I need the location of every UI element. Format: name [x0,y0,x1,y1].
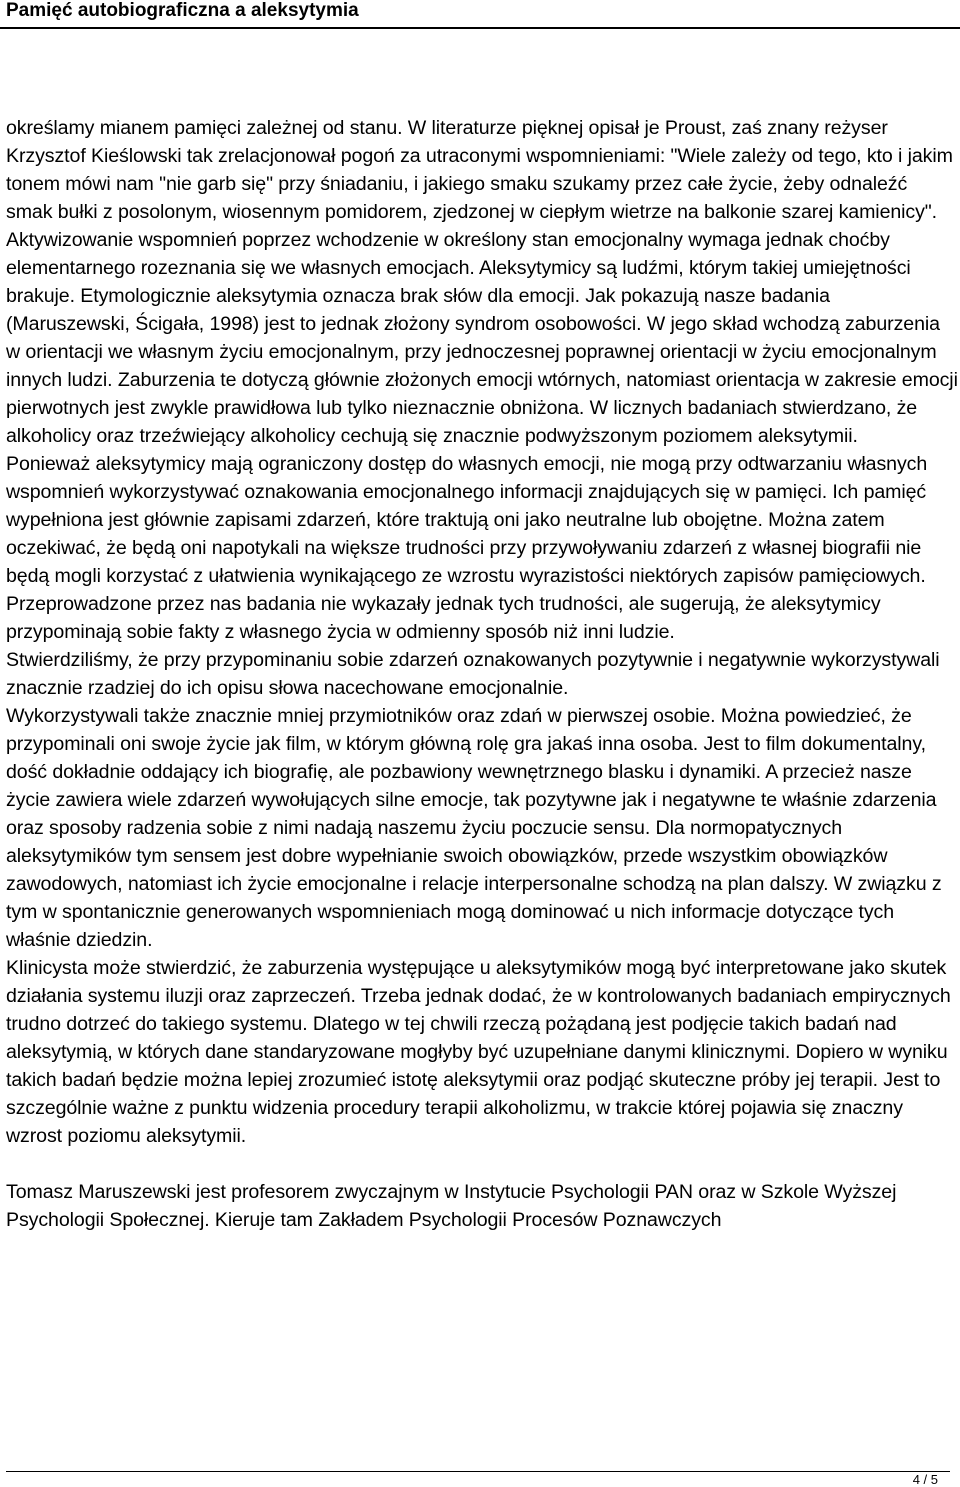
paragraph: Ponieważ aleksytymicy mają ograniczony dostęp do własnych emocji, nie mogą przy odtwarzaniu własnych wspomnień wykorzystywać oznakowania emocjonalnego informacji znajdujących się w pamięci. Ich pamięć wypełniona jest głównie zapisami zdarzeń, które traktują oni jako neutralne lub obojętne. Można zatem oczekiwać, że będą oni napotykali na większe trudności przy przywoływaniu zdarzeń z własnej biografii nie będą mogli korzystać z ułatwienia wynikającego ze wzrostu wyrazistości niektórych zapisów pamięciowych. [6,453,928,587]
paragraph: określamy mianem pamięci zależnej od stanu. W literaturze pięknej opisał je Proust, zaś znany reżyser Krzysztof Kieślowski tak zrelacjonował pogoń za utraconymi wspomnieniami: "Wiele zależy od tego, kto i jakim tonem mówi nam "nie garb się" przy śniadaniu, i jakiego smaku szukamy przez całe życie, żeby odnaleźć smak bułki z posolonym, wiosennym pomidorem, zjedzonej w ciepłym wietrze na balkonie szarej kamienicy". [6,117,953,223]
paragraph: Przeprowadzone przez nas badania nie wykazały jednak tych trudności, ale sugerują, że aleksytymicy przypominają sobie fakty z własnego życia w odmienny sposób niż inni ludzie. [6,593,881,643]
footer-divider [6,1471,950,1472]
header-divider [0,27,960,29]
article-body [6,114,958,1234]
document-title: Pamięć autobiograficzna a aleksytymia [6,0,359,21]
page-header [0,0,960,26]
paragraph: Stwierdziliśmy, że przy przypominaniu sobie zdarzeń oznakowanych pozytywnie i negatywnie wykorzystywali znacznie rzadziej do ich opisu słowa nacechowane emocjonalnie. [6,649,940,699]
page-number: 4 / 5 [912,1472,938,1487]
paragraph: Klinicysta może stwierdzić, że zaburzenia występujące u aleksytymików mogą być interpretowane jako skutek działania systemu iluzji oraz zaprzeczeń. Trzeba jednak dodać, że w kontrolowanych badaniach empirycznych trudno dotrzeć do takiego systemu. Dlatego w tej chwili rzeczą pożądaną jest podjęcie takich badań nad aleksytymią, w których dane standaryzowane mogłyby być uzupełniane danymi klinicznymi. Dopiero w wyniku takich badań będzie można lepiej zrozumieć istotę aleksytymii oraz podjąć skuteczne próby jej terapii. Jest to szczególnie ważne z punktu widzenia procedury terapii alkoholizmu, w trakcie której pojawia się znaczny wzrost poziomu aleksytymii. [6,957,951,1147]
author-note: Tomasz Maruszewski jest profesorem zwyczajnym w Instytucie Psychologii PAN oraz w Szkole Wyższej Psychologii Społecznej. Kieruje tam Zakładem Psychologii Procesów Poznawczych [6,1181,897,1231]
paragraph: Wykorzystywali także znacznie mniej przymiotników oraz zdań w pierwszej osobie. Można powiedzieć, że przypominali oni swoje życie jak film, w którym główną rolę gra jakaś inna osoba. Jest to film dokumentalny, dość dokładnie oddający ich biografię, ale pozbawiony wewnętrznego blasku i dynamiki. A przecież nasze życie zawiera wiele zdarzeń wywołujących silne emocje, tak pozytywne jak i negatywne te właśnie zdarzenia oraz sposoby radzenia sobie z nimi nadają naszemu życiu poczucie sensu. Dla normopatycznych aleksytymików tym sensem jest dobre wypełnianie swoich obowiązków, przede wszystkim obowiązków zawodowych, natomiast ich życie emocjonalne i relacje interpersonalne schodzą na plan dalszy. W związku z tym w spontanicznie generowanych wspomnieniach mogą dominować u nich informacje dotyczące tych właśnie dziedzin. [6,705,942,951]
paragraph: Aktywizowanie wspomnień poprzez wchodzenie w określony stan emocjonalny wymaga jednak choćby elementarnego rozeznania się we własnych emocjach. Aleksytymicy są ludźmi, którym takiej umiejętności brakuje. Etymologicznie aleksytymia oznacza brak słów dla emocji. Jak pokazują nasze badania (Maruszewski, Ścigała, 1998) jest to jednak złożony syndrom osobowości. W jego skład wchodzą zaburzenia w orientacji we własnym życiu emocjonalnym, przy jednoczesnej poprawnej orientacji w życiu emocjonalnym innych ludzi. Zaburzenia te dotyczą głównie złożonych emocji wtórnych, natomiast orientacja w zakresie emocji pierwotnych jest zwykle prawidłowa lub tylko nieznacznie obniżona. W licznych badaniach stwierdzano, że alkoholicy oraz trzeźwiejący alkoholicy cechują się znacznie podwyższonym poziomem aleksytymii. [6,229,958,447]
